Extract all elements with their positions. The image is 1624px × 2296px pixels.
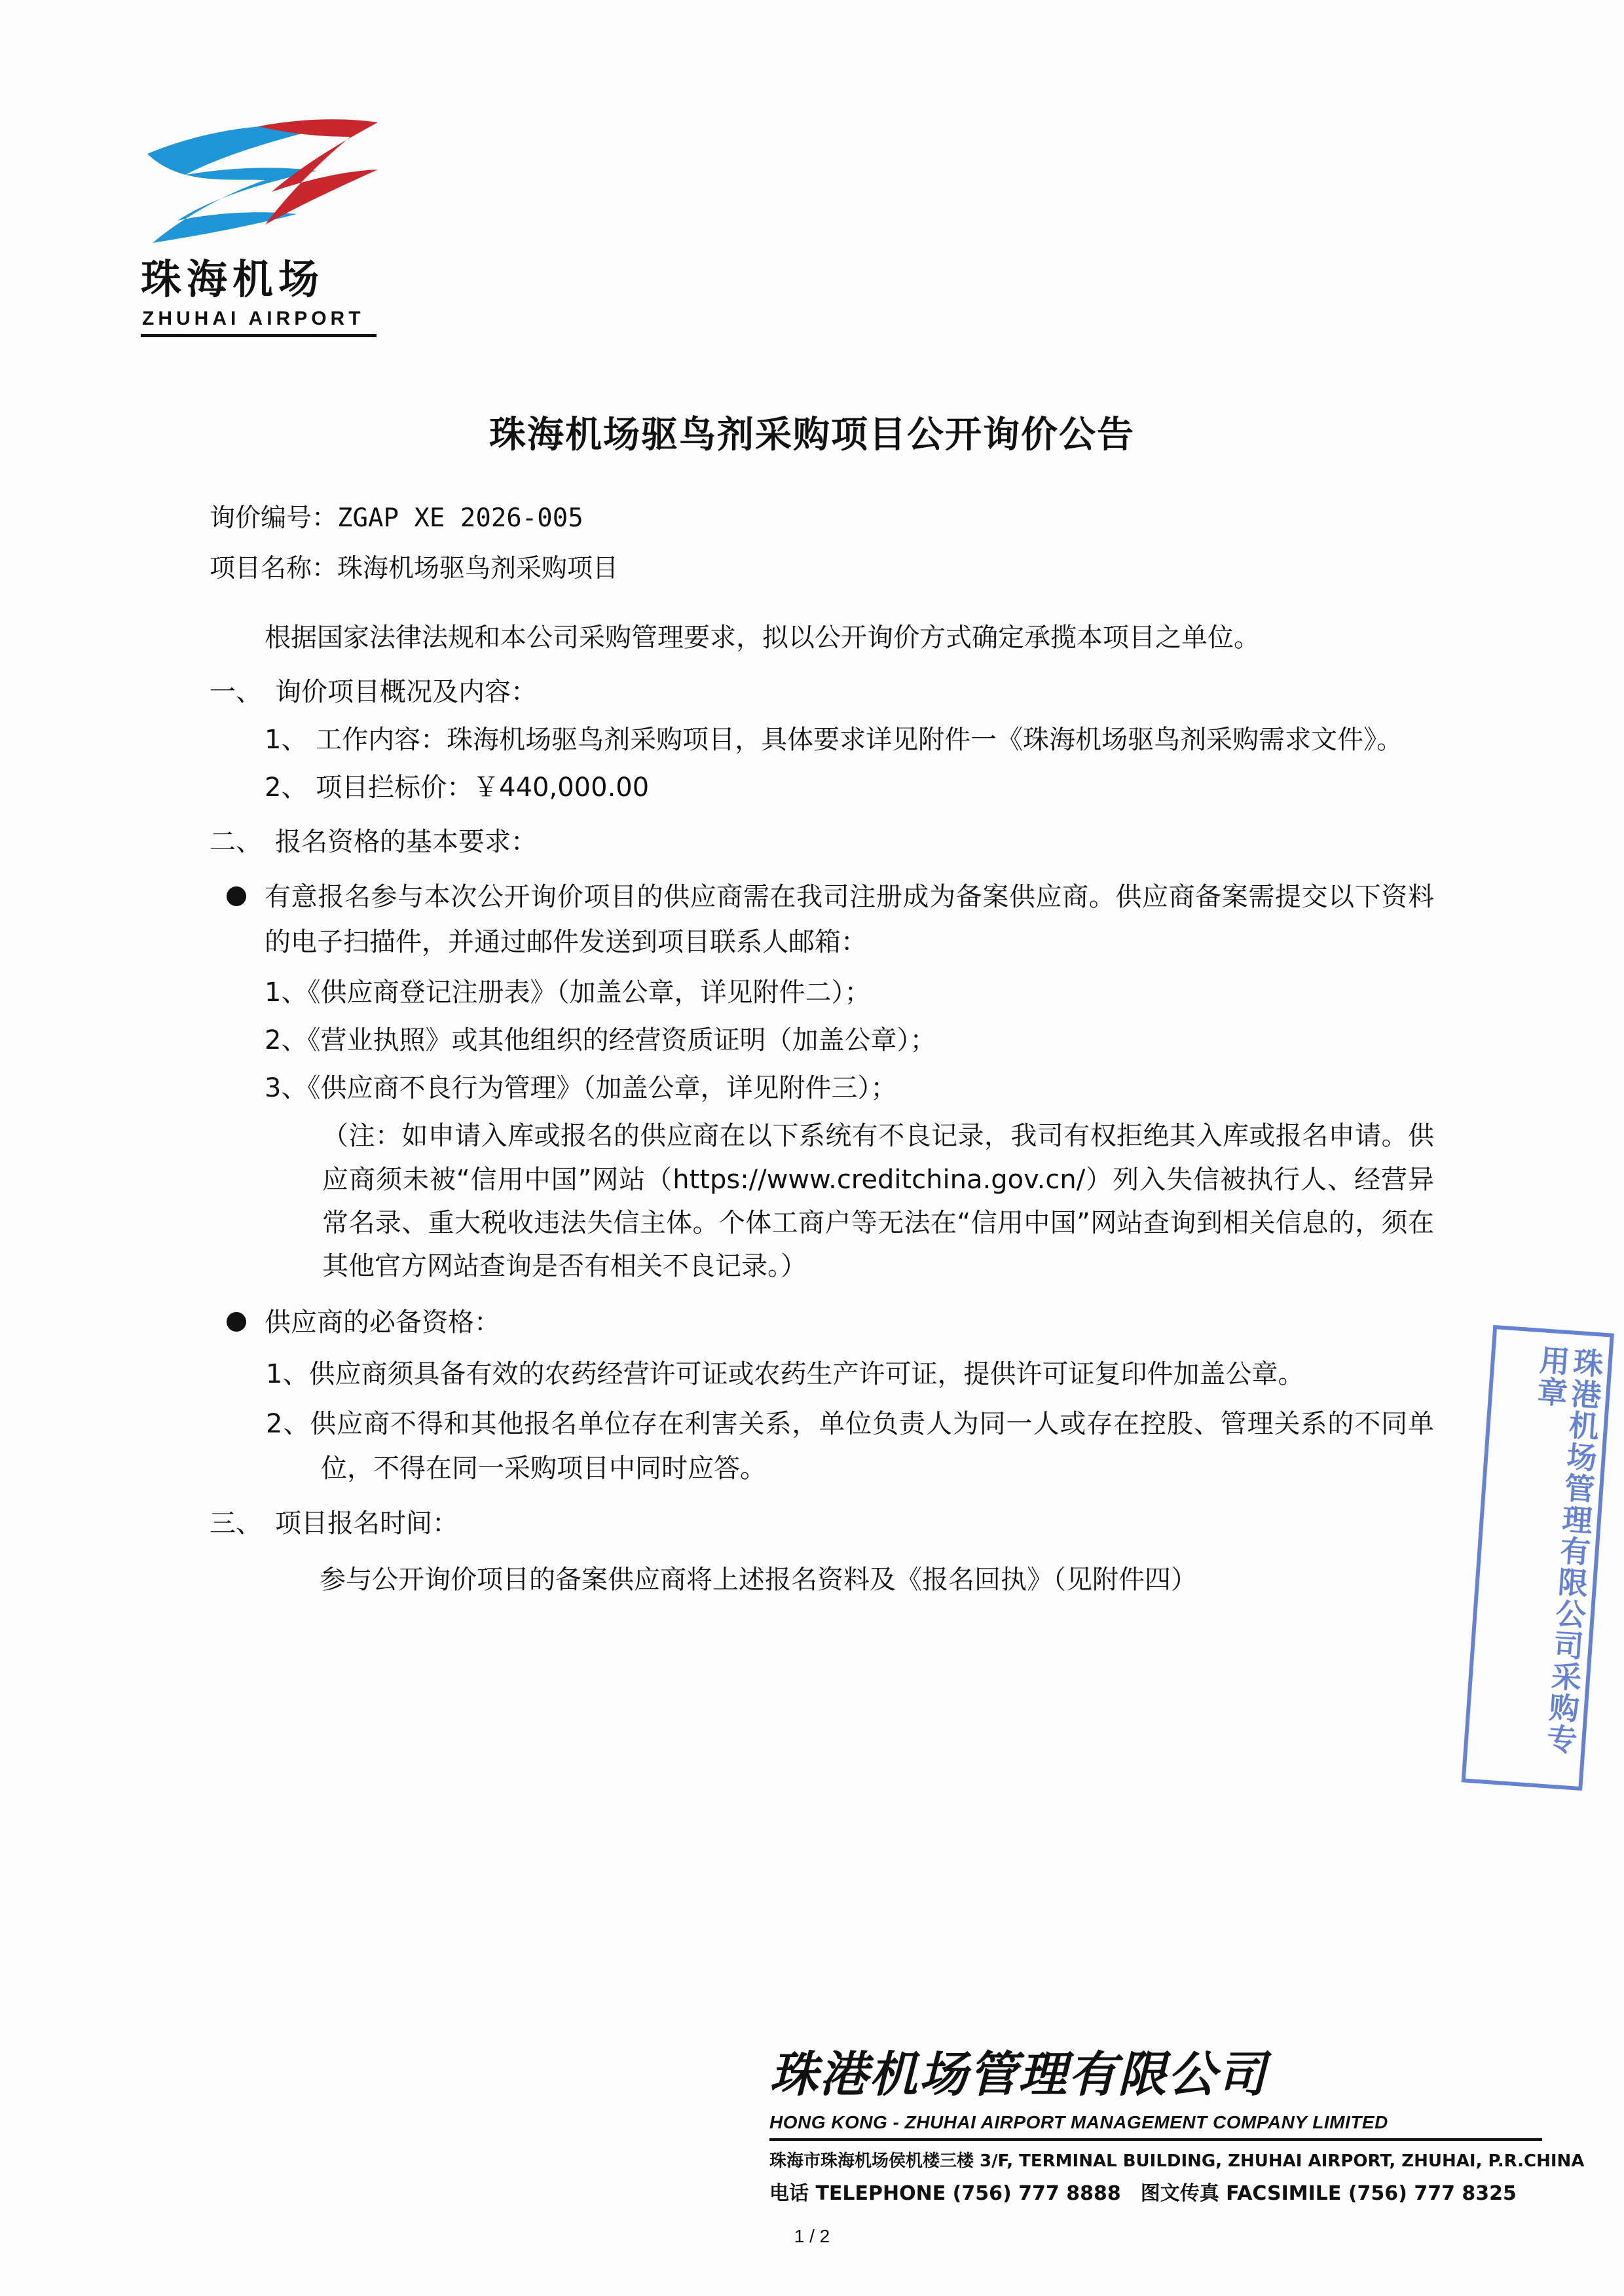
project-name-value: 珠海机场驱鸟剂采购项目 <box>337 554 619 584</box>
footer-company-english: HONG KONG - ZHUHAI AIRPORT MANAGEMENT COMPANY LIMITED <box>769 2112 1388 2132</box>
section-one-number: 一、 <box>210 677 249 708</box>
qualification-item-2: 2、供应商不得和其他报名单位存在利害关系，单位负责人为同一人或存在控股、管理关系的不同单位，不得在同一采购项目中同时应答。 <box>266 1408 1434 1484</box>
section-three-heading <box>210 1503 1434 1545</box>
logo-text-chinese: 珠海机场 <box>141 255 325 303</box>
section-two-heading <box>210 821 1434 864</box>
registration-document-1: 1、《供应商登记注册表》（加盖公章，详见附件二）； <box>265 977 871 1008</box>
footer-divider <box>769 2138 1542 2141</box>
section-one-heading <box>210 671 1434 714</box>
project-name-label: 项目名称： <box>210 554 338 584</box>
inquiry-number-label: 询价编号： <box>210 503 338 533</box>
section-three-text: 参与公开询价项目的备案供应商将上述报名资料及《报名回执》（见附件四） <box>320 1565 1197 1595</box>
section-one-item-2: 2、 项目拦标价：￥440,000.00 <box>265 772 650 803</box>
qualification-bullet <box>210 1300 1434 1345</box>
inquiry-number-line <box>210 498 1434 539</box>
stamp-text: 珠港机场管理有限公司采购专用章 <box>1462 1325 1614 1791</box>
qualification-item-1: 1、供应商须具备有效的农药经营许可证或农药生产许可证，提供许可证复印件加盖公章。 <box>266 1358 1304 1389</box>
footer-telephone: 电话 TELEPHONE (756) 777 8888 图文传真 FACSIMILE (756) 777 8325 <box>769 2182 1517 2205</box>
registration-documents-list <box>210 972 1434 1109</box>
section-two-number: 二、 <box>210 826 249 857</box>
qualification-bullet-text: 供应商的必备资格： <box>265 1307 500 1338</box>
page-number: 1 / 2 <box>794 2226 830 2246</box>
section-two-title: 报名资格的基本要求： <box>275 826 537 857</box>
company-logo <box>134 115 409 337</box>
section-one-item-1: 1、 工作内容：珠海机场驱鸟剂采购项目，具体要求详见附件一《珠海机场驱鸟剂采购需求文件》。 <box>265 724 1403 755</box>
project-name-line <box>210 548 1434 589</box>
intro-paragraph: 根据国家法律法规和本公司采购管理要求，拟以公开询价方式确定承揽本项目之单位。 <box>265 623 1260 653</box>
section-three-title: 项目报名时间： <box>275 1508 458 1539</box>
footer-address: 珠海市珠海机场侯机楼三楼 3/F, TERMINAL BUILDING, ZHUHAI AIRPORT, ZHUHAI, P.R.CHINA <box>769 2151 1585 2171</box>
airport-logo-icon <box>134 115 383 252</box>
page-title: 珠海机场驱鸟剂采购项目公开询价公告 <box>489 414 1135 456</box>
footer-company-chinese: 珠港机场管理有限公司 <box>769 2047 1267 2103</box>
document-footer <box>769 2036 1585 2206</box>
section-three-number: 三、 <box>210 1508 249 1539</box>
document-body <box>210 498 1434 1601</box>
official-seal-stamp <box>1460 1325 1624 1804</box>
logo-divider <box>141 334 377 337</box>
section-one-title: 询价项目概况及内容： <box>275 677 537 708</box>
bullet-dot-icon <box>227 886 246 906</box>
registration-bullet-text: 有意报名参与本次公开询价项目的供应商需在我司注册成为备案供应商。供应商备案需提交以下资料的电子扫描件，并通过邮件发送到项目联系人邮箱： <box>265 882 1434 958</box>
credit-china-note: （注：如申请入库或报名的供应商在以下系统有不良记录，我司有权拒绝其入库或报名申请。供应商须未被“信用中国”网站（https://www.creditchina.gov.cn/）列入失信被执行人、经营异常名录、重大税收违法失信主体。个体工商户等无法在“信用中国”网站查询到相关信息的，须在其他官方网站查询是否有相关不良记录。） <box>322 1121 1434 1282</box>
registration-bullet <box>210 875 1434 965</box>
registration-document-3: 3、《供应商不良行为管理》（加盖公章，详见附件三）； <box>265 1072 897 1103</box>
registration-document-2: 2、《营业执照》或其他组织的经营资质证明（加盖公章）； <box>265 1025 936 1055</box>
inquiry-number-value: ZGAP XE 2026-005 <box>337 503 583 533</box>
logo-text-english: ZHUHAI AIRPORT <box>142 308 365 329</box>
bullet-dot-icon <box>227 1312 246 1332</box>
